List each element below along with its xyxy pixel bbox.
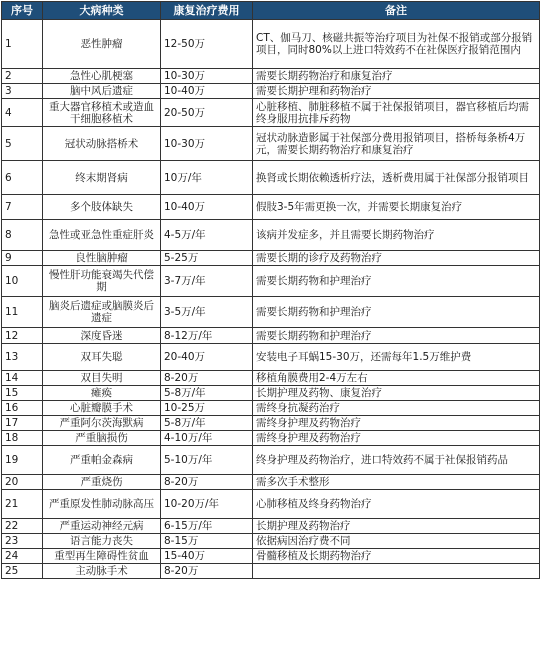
header-cost: 康复治疗费用 <box>161 2 253 20</box>
cost-cell: 10-40万 <box>161 195 253 220</box>
disease-cell: 严重帕金森病 <box>43 446 161 475</box>
table-row <box>2 344 540 371</box>
cost-cell: 3-5万/年 <box>161 297 253 328</box>
remarks-cell: 长期护理及药物、康复治疗 <box>253 386 540 401</box>
index-cell: 1 <box>2 20 43 69</box>
cost-cell: 10-40万 <box>161 84 253 99</box>
remarks-cell: 心脏移植、肺脏移植不属于社保报销项目，器官移植后均需终身服用抗排斥药物 <box>253 99 540 127</box>
cost-cell: 10-30万 <box>161 69 253 84</box>
cost-cell: 10-30万 <box>161 127 253 161</box>
disease-cell: 主动脉手术 <box>43 564 161 579</box>
index-cell: 13 <box>2 344 43 371</box>
remarks-cell <box>253 564 540 579</box>
table-row <box>2 549 540 564</box>
cost-cell: 4-5万/年 <box>161 220 253 251</box>
table-row <box>2 127 540 161</box>
index-cell: 9 <box>2 251 43 266</box>
disease-cell: 急性心肌梗塞 <box>43 69 161 84</box>
table-row <box>2 401 540 416</box>
disease-cell: 重大器官移植术或造血干细胞移植术 <box>43 99 161 127</box>
remarks-cell: 需要长期药物和护理治疗 <box>253 328 540 344</box>
table-row <box>2 297 540 328</box>
disease-cell: 慢性肝功能衰竭失代偿期 <box>43 266 161 297</box>
table-row <box>2 69 540 84</box>
disease-cell: 严重运动神经元病 <box>43 519 161 534</box>
index-cell: 22 <box>2 519 43 534</box>
cost-cell: 4-10万/年 <box>161 431 253 446</box>
index-cell: 2 <box>2 69 43 84</box>
index-cell: 10 <box>2 266 43 297</box>
disease-cell: 严重阿尔茨海默病 <box>43 416 161 431</box>
index-cell: 20 <box>2 475 43 490</box>
disease-cell: 脑中风后遗症 <box>43 84 161 99</box>
disease-cell: 终末期肾病 <box>43 161 161 195</box>
disease-cell: 脑炎后遗症或脑膜炎后遗症 <box>43 297 161 328</box>
cost-cell: 5-25万 <box>161 251 253 266</box>
index-cell: 18 <box>2 431 43 446</box>
table-row <box>2 490 540 519</box>
cost-cell: 20-50万 <box>161 99 253 127</box>
table-row <box>2 416 540 431</box>
remarks-cell: 需终身抗凝药治疗 <box>253 401 540 416</box>
index-cell: 16 <box>2 401 43 416</box>
table-row <box>2 431 540 446</box>
remarks-cell: 需要长期护理和药物治疗 <box>253 84 540 99</box>
disease-cell: 急性或亚急性重症肝炎 <box>43 220 161 251</box>
index-cell: 23 <box>2 534 43 549</box>
table-body <box>2 20 540 579</box>
cost-cell: 20-40万 <box>161 344 253 371</box>
disease-cell: 重型再生障碍性贫血 <box>43 549 161 564</box>
cost-cell: 10万/年 <box>161 161 253 195</box>
index-cell: 19 <box>2 446 43 475</box>
remarks-cell: 骨髓移植及长期药物治疗 <box>253 549 540 564</box>
disease-cell: 冠状动脉搭桥术 <box>43 127 161 161</box>
remarks-cell: CT、伽马刀、核磁共振等治疗项目为社保不报销或部分报销项目，同时80%以上进口特效药不在社保医疗报销范围内 <box>253 20 540 69</box>
cost-cell: 6-15万/年 <box>161 519 253 534</box>
remarks-cell: 终身护理及药物治疗，进口特效药不属于社保报销药品 <box>253 446 540 475</box>
table-row <box>2 99 540 127</box>
remarks-cell: 移植角膜费用2-4万左右 <box>253 371 540 386</box>
cost-cell: 8-15万 <box>161 534 253 549</box>
table-row <box>2 161 540 195</box>
table-row <box>2 519 540 534</box>
remarks-cell: 需要长期药物和护理治疗 <box>253 266 540 297</box>
table-row <box>2 371 540 386</box>
index-cell: 6 <box>2 161 43 195</box>
cost-cell: 8-20万 <box>161 371 253 386</box>
critical-illness-table <box>1 1 540 579</box>
header-remarks: 备注 <box>253 2 540 20</box>
table-row <box>2 266 540 297</box>
cost-cell: 8-12万/年 <box>161 328 253 344</box>
table-row <box>2 564 540 579</box>
index-cell: 5 <box>2 127 43 161</box>
remarks-cell: 冠状动脉造影属于社保部分费用报销项目，搭桥每条桥4万元，需要长期药物治疗和康复治疗 <box>253 127 540 161</box>
remarks-cell: 长期护理及药物治疗 <box>253 519 540 534</box>
index-cell: 17 <box>2 416 43 431</box>
disease-cell: 瘫痪 <box>43 386 161 401</box>
disease-cell: 多个肢体缺失 <box>43 195 161 220</box>
table-row <box>2 328 540 344</box>
remarks-cell: 假肢3-5年需更换一次，并需要长期康复治疗 <box>253 195 540 220</box>
remarks-cell: 需多次手术整形 <box>253 475 540 490</box>
remarks-cell: 依据病因治疗费不同 <box>253 534 540 549</box>
remarks-cell: 需要长期药物治疗和康复治疗 <box>253 69 540 84</box>
cost-cell: 8-20万 <box>161 475 253 490</box>
table-header-row <box>2 2 540 20</box>
header-disease: 大病种类 <box>43 2 161 20</box>
table-row <box>2 20 540 69</box>
index-cell: 14 <box>2 371 43 386</box>
remarks-cell: 需要长期药物和护理治疗 <box>253 297 540 328</box>
table-row <box>2 446 540 475</box>
cost-cell: 5-8万/年 <box>161 386 253 401</box>
cost-cell: 15-40万 <box>161 549 253 564</box>
disease-cell: 严重脑损伤 <box>43 431 161 446</box>
remarks-cell: 该病并发症多，并且需要长期药物治疗 <box>253 220 540 251</box>
header-index: 序号 <box>2 2 43 20</box>
index-cell: 7 <box>2 195 43 220</box>
index-cell: 8 <box>2 220 43 251</box>
cost-cell: 5-10万/年 <box>161 446 253 475</box>
table-row <box>2 475 540 490</box>
cost-cell: 12-50万 <box>161 20 253 69</box>
index-cell: 12 <box>2 328 43 344</box>
table-row <box>2 84 540 99</box>
remarks-cell: 需终身护理及药物治疗 <box>253 416 540 431</box>
remarks-cell: 安装电子耳蜗15-30万，还需每年1.5万维护费 <box>253 344 540 371</box>
remarks-cell: 换肾或长期依赖透析疗法，透析费用属于社保部分报销项目 <box>253 161 540 195</box>
disease-cell: 双耳失聪 <box>43 344 161 371</box>
index-cell: 21 <box>2 490 43 519</box>
table-row <box>2 195 540 220</box>
cost-cell: 3-7万/年 <box>161 266 253 297</box>
cost-cell: 8-20万 <box>161 564 253 579</box>
index-cell: 3 <box>2 84 43 99</box>
disease-cell: 严重烧伤 <box>43 475 161 490</box>
index-cell: 25 <box>2 564 43 579</box>
index-cell: 24 <box>2 549 43 564</box>
disease-cell: 心脏瓣膜手术 <box>43 401 161 416</box>
index-cell: 15 <box>2 386 43 401</box>
remarks-cell: 需要长期的诊疗及药物治疗 <box>253 251 540 266</box>
index-cell: 11 <box>2 297 43 328</box>
disease-cell: 良性脑肿瘤 <box>43 251 161 266</box>
disease-cell: 严重原发性肺动脉高压 <box>43 490 161 519</box>
disease-cell: 深度昏迷 <box>43 328 161 344</box>
cost-cell: 10-20万/年 <box>161 490 253 519</box>
disease-cell: 恶性肿瘤 <box>43 20 161 69</box>
remarks-cell: 需终身护理及药物治疗 <box>253 431 540 446</box>
disease-cell: 语言能力丧失 <box>43 534 161 549</box>
table-row <box>2 386 540 401</box>
table-row <box>2 251 540 266</box>
cost-cell: 10-25万 <box>161 401 253 416</box>
table-row <box>2 534 540 549</box>
disease-cell: 双目失明 <box>43 371 161 386</box>
cost-cell: 5-8万/年 <box>161 416 253 431</box>
table-row <box>2 220 540 251</box>
remarks-cell: 心肺移植及终身药物治疗 <box>253 490 540 519</box>
index-cell: 4 <box>2 99 43 127</box>
